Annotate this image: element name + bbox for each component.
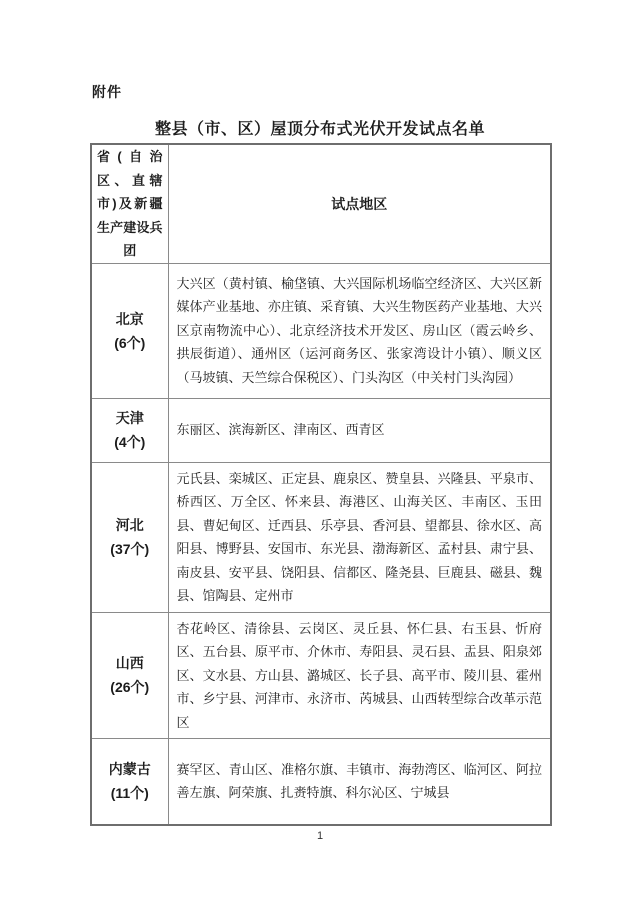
province-count: (26个) — [110, 679, 150, 696]
province-name: 山西 — [115, 655, 144, 672]
province-count: (4个) — [114, 434, 146, 450]
column-header-areas: 试点地区 — [168, 144, 551, 263]
province-label-cell — [91, 462, 168, 612]
page-number: 1 — [316, 830, 324, 842]
attachment-label: 附件 — [92, 84, 122, 100]
province-label-cell — [91, 739, 168, 825]
table-header-row — [91, 144, 551, 263]
pilot-areas-text: 杏花岭区、清徐县、云岗区、灵丘县、怀仁县、右玉县、忻府区、五台县、原平市、介休市、寿阳县、灵石县、盂县、阳泉郊区、文水县、方山县、潞城区、长子县、高平市、陵川县、霍州市、乡宁县、河津市、永济市、芮城县、山西转型综合改革示范区 — [168, 612, 551, 739]
page-title: 整县（市、区）屋顶分布式光伏开发试点名单 — [154, 121, 485, 138]
table-row-beijing — [91, 263, 551, 398]
province-name: 内蒙古 — [108, 761, 151, 778]
pilot-areas-text: 大兴区（黄村镇、榆垡镇、大兴国际机场临空经济区、大兴区新媒体产业基地、亦庄镇、采育镇、大兴生物医药产业基地、大兴区京南物流中心）、北京经济技术开发区、房山区（霞云岭乡、拱辰街道）、通州区（运河商务区、张家湾设计小镇）、顺义区（马坡镇、天竺综合保税区）、门头沟区（中关村门头沟园） — [168, 263, 551, 398]
table-row-tianjin — [91, 398, 551, 462]
province-label-cell — [91, 612, 168, 739]
table-row-shanxi — [91, 612, 551, 739]
column-header-province: 省(自治区、直辖市)及新疆生产建设兵团 — [91, 144, 168, 263]
table-row-hebei — [91, 462, 551, 612]
province-name: 天津 — [115, 410, 144, 426]
province-count: (37个) — [110, 541, 150, 557]
province-name: 河北 — [115, 517, 144, 533]
province-count: (6个) — [114, 334, 146, 351]
pilot-areas-text: 赛罕区、青山区、准格尔旗、丰镇市、海勃湾区、临河区、阿拉善左旗、阿荣旗、扎赉特旗、科尔沁区、宁城县 — [168, 739, 551, 825]
province-name: 北京 — [115, 310, 144, 327]
province-label-cell — [91, 398, 168, 462]
pilot-areas-text: 元氏县、栾城区、正定县、鹿泉区、赞皇县、兴隆县、平泉市、桥西区、万全区、怀来县、海港区、山海关区、丰南区、玉田县、曹妃甸区、迁西县、乐亭县、香河县、望都县、徐水区、高阳县、博野县、安国市、东光县、渤海新区、孟村县、肃宁县、南皮县、安平县、饶阳县、信都区、隆尧县、巨鹿县、磁县、魏县、馆陶县、定州市 — [168, 462, 551, 612]
table-row-neimenggu — [91, 739, 551, 825]
pilot-areas-text: 东丽区、滨海新区、津南区、西青区 — [168, 398, 551, 462]
province-label-cell — [91, 263, 168, 398]
province-count: (11个) — [110, 785, 149, 802]
pilot-areas-table — [90, 143, 552, 826]
